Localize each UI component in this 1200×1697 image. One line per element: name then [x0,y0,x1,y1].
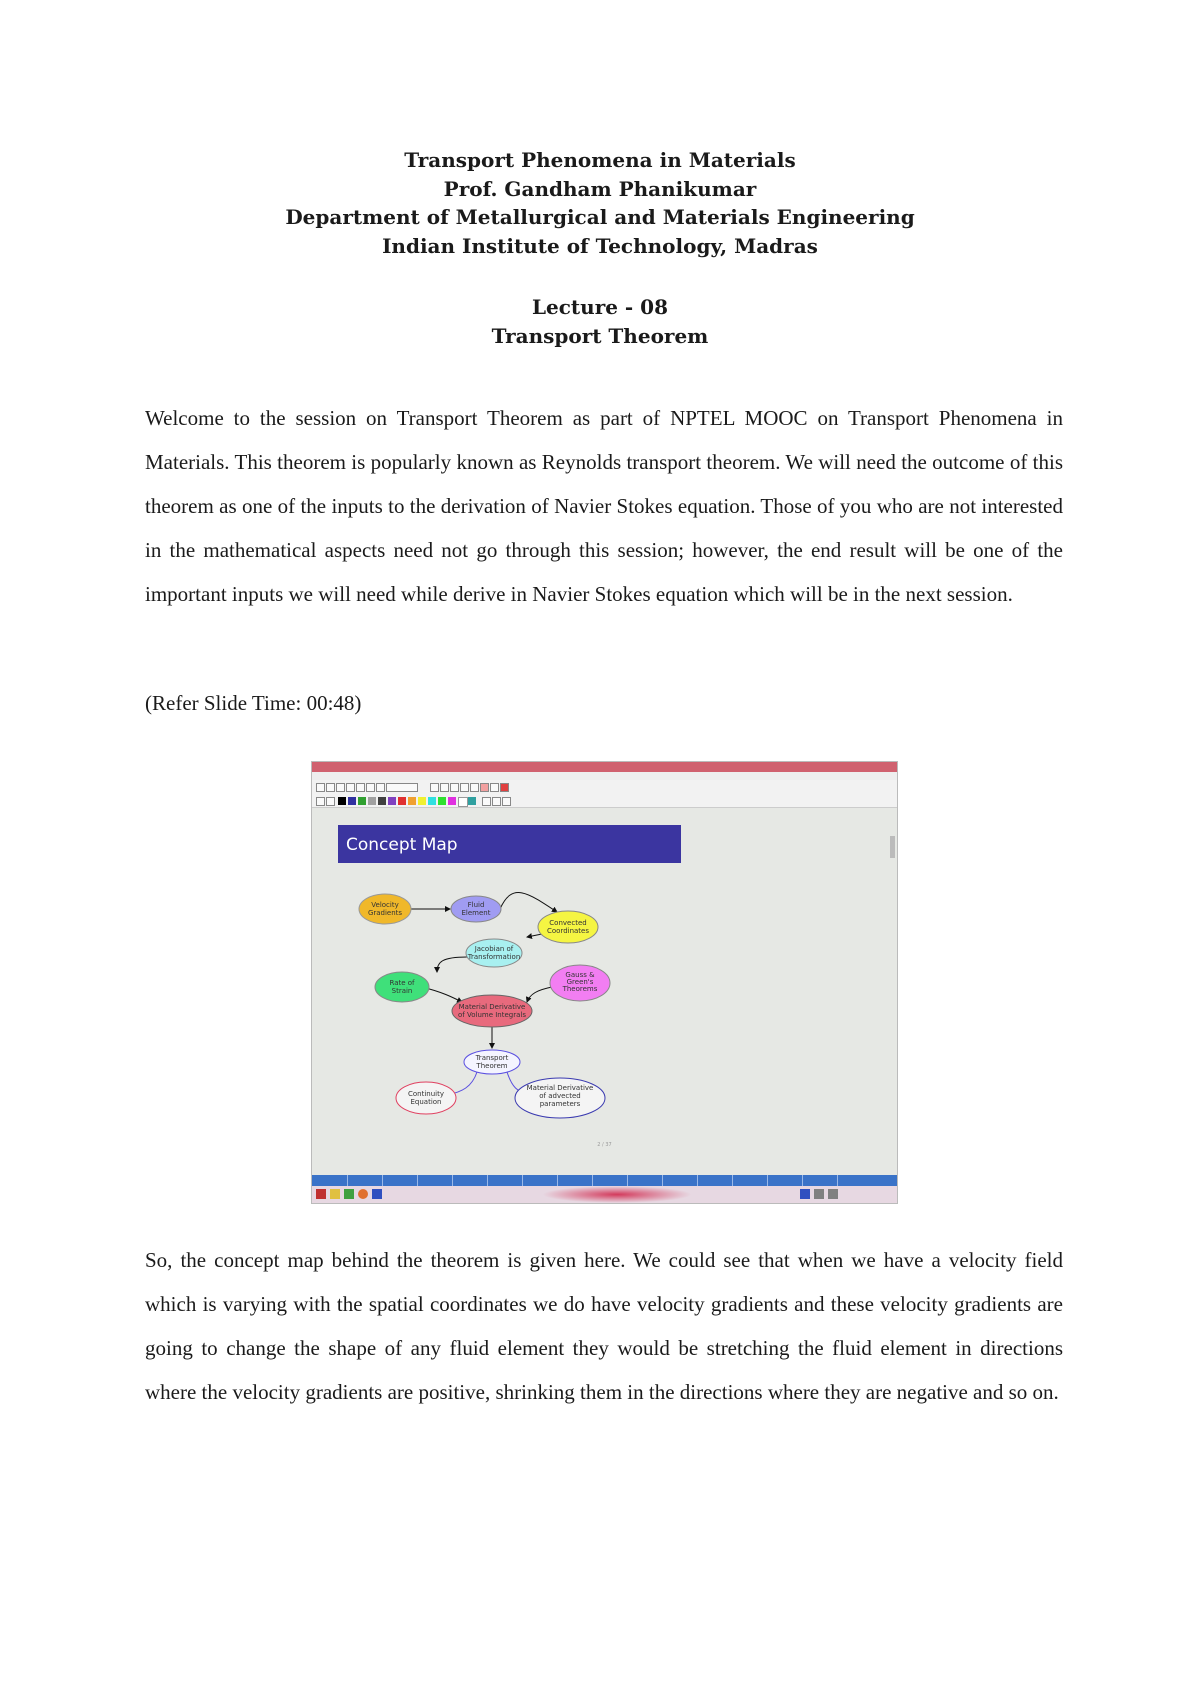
node-jacobian [466,939,522,967]
svg-text:Jacobian of: Jacobian of [474,945,514,953]
svg-text:Gradients: Gradients [367,909,403,917]
svg-text:of advected: of advected [539,1092,581,1100]
lecture-heading [0,293,1200,351]
progress-tick [802,1175,803,1186]
concept-map [312,762,897,1203]
svg-text:of Volume Integrals: of Volume Integrals [458,1011,526,1019]
svg-text:Equation: Equation [410,1098,442,1106]
tray-icon [814,1189,824,1199]
node-transport-theorem [464,1050,520,1074]
slide-screenshot [311,761,898,1204]
progress-tick [627,1175,628,1186]
progress-tick [487,1175,488,1186]
svg-text:Strain: Strain [391,987,413,995]
edge [527,987,552,1002]
node-continuity-equation [396,1082,456,1114]
edge [437,957,467,972]
institute-name: Indian Institute of Technology, Madras [382,233,818,258]
professor-name: Prof. Gandham Phanikumar [443,176,757,201]
os-taskbar [312,1186,897,1203]
progress-tick [347,1175,348,1186]
course-title: Transport Phenomena in Materials [404,148,796,172]
svg-text:parameters: parameters [539,1100,581,1108]
progress-tick [417,1175,418,1186]
svg-text:Material Derivative: Material Derivative [526,1084,594,1092]
tray-icon [828,1189,838,1199]
svg-text:Coordinates: Coordinates [546,927,590,935]
svg-text:Convected: Convected [549,919,587,927]
progress-tick [697,1175,698,1186]
node-velocity-gradients [359,894,411,924]
svg-text:Theorem: Theorem [476,1062,508,1070]
progress-tick [452,1175,453,1186]
lecture-number: Lecture - 08 [531,295,669,319]
node-convected-coordinates [538,911,598,943]
slide-heading: Concept Map [346,835,458,855]
browser-icon [358,1189,368,1199]
node-fluid-element [451,896,501,922]
svg-text:Material Derivative: Material Derivative [458,1003,526,1011]
document-header [0,146,1200,260]
progress-tick [522,1175,523,1186]
svg-text:Transport: Transport [475,1054,509,1062]
svg-text:Velocity: Velocity [371,901,399,909]
svg-text:Green's: Green's [566,978,594,986]
edge [500,893,557,912]
app-icon [344,1189,354,1199]
refer-slide-time: (Refer Slide Time: 00:48) [145,691,362,715]
start-icon [316,1189,326,1199]
progress-tick [662,1175,663,1186]
svg-text:Rate of: Rate of [389,979,415,987]
taskbar-glow [542,1186,692,1203]
svg-text:Fluid: Fluid [467,901,485,909]
node-gauss-green-theorems [550,965,610,1001]
progress-tick [767,1175,768,1186]
svg-text:Element: Element [461,909,491,917]
slide-page-indicator: 2 / 37 [597,1142,612,1148]
progress-tick [732,1175,733,1186]
node-rate-of-strain [375,972,429,1002]
tray-icon [800,1189,810,1199]
node-material-derivative [452,995,532,1027]
progress-tick [837,1175,838,1186]
progress-tick [557,1175,558,1186]
concept-map-paragraph: So, the concept map behind the theorem is given here. We could see that when we have a velocity field which is varying with the spatial coordinates we do have velocity gradients and these velocity gradients are going to change the shape of any fluid element they would be stretching the fluid element in directions where the velocity gradients are positive, shrinking them in the directions where they are negative and so on. [145,1248,1063,1404]
lecture-title: Transport Theorem [491,324,709,348]
svg-text:Theorems: Theorems [562,985,598,993]
progress-tick [382,1175,383,1186]
folder-icon [330,1189,340,1199]
progress-tick [592,1175,593,1186]
svg-text:Gauss &: Gauss & [565,971,595,979]
app-icon [372,1189,382,1199]
department-name: Department of Metallurgical and Materials Engineering [285,205,915,229]
svg-text:Continuity: Continuity [407,1090,445,1098]
edge [527,934,542,937]
intro-paragraph: Welcome to the session on Transport Theorem as part of NPTEL MOOC on Transport Phenomena in Materials. This theorem is popularly known as Reynolds transport theorem. We will need the outcome of this theorem as one of the inputs to the derivation of Navier Stokes equation. Those of you who are not interested in the mathematical aspects need not go through this session; however, the end result will be one of the important inputs we will need while derive in Navier Stokes equation which will be in the next session. [145,406,1063,606]
node-material-derivative-params [515,1078,605,1118]
svg-text:Transformation: Transformation [467,953,521,961]
taskbar-strip [312,1175,897,1186]
